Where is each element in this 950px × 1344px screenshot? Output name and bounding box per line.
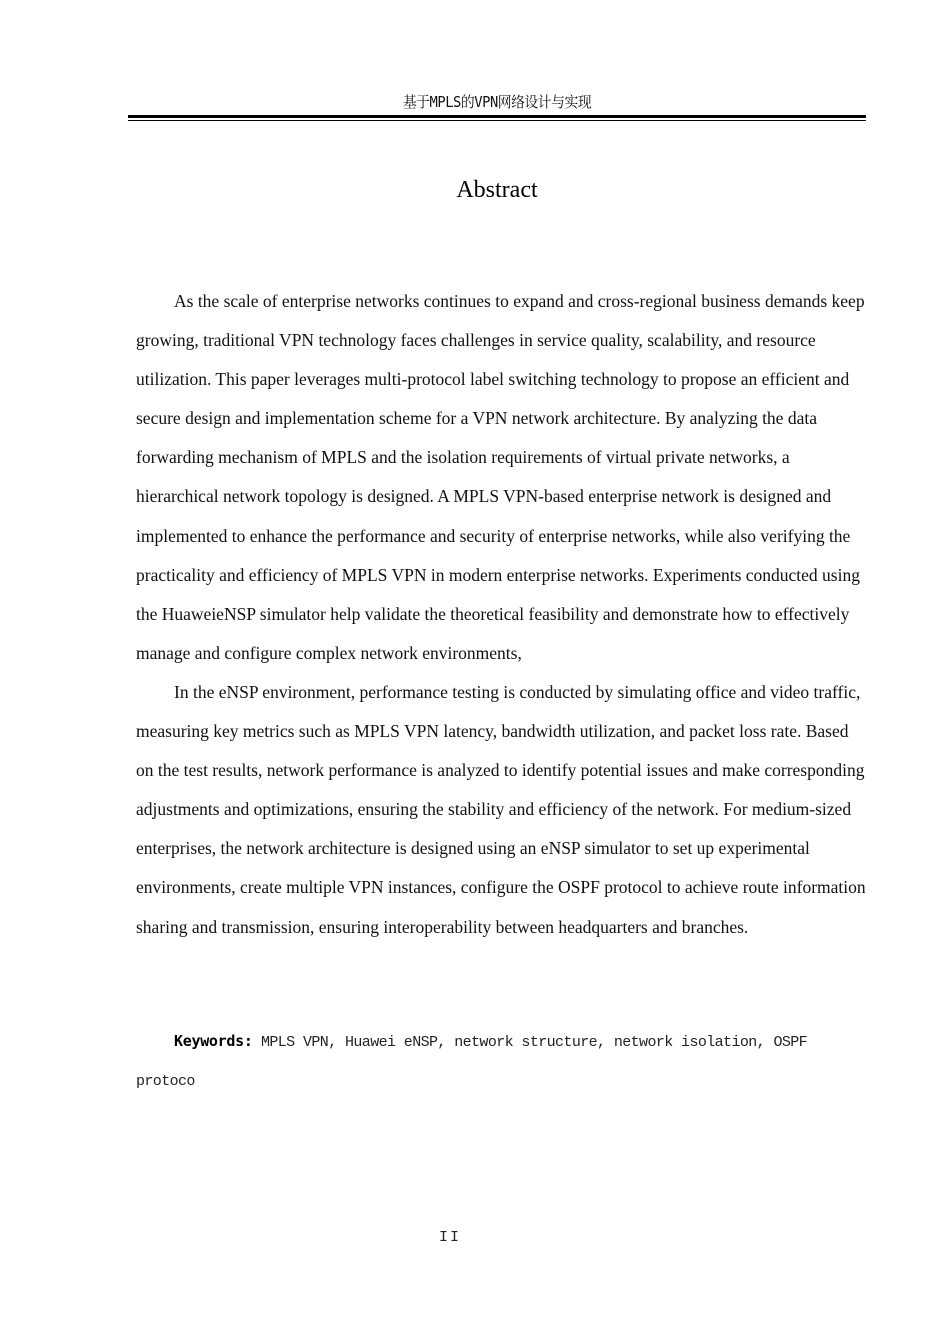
- abstract-paragraph-1: As the scale of enterprise networks continues to expand and cross-regional business demands keep growing, traditional VPN technology faces challenges in service quality, scalability, and resource utilization. This paper leverages multi-protocol label switching technology to propose an efficient and secure design and implementation scheme for a VPN network architecture. By analyzing the data forwarding mechanism of MPLS and the isolation requirements of virtual private networks, a hierarchical network topology is designed. A MPLS VPN-based enterprise network is designed and implemented to enhance the performance and security of enterprise networks, while also verifying the practicality and efficiency of MPLS VPN in modern enterprise networks. Experiments conducted using the HuaweieNSP simulator help validate the theoretical feasibility and demonstrate how to effectively manage and configure complex network environments,: [136, 291, 865, 663]
- header-double-rule: [128, 115, 866, 121]
- keywords-label: Keywords:: [174, 1032, 253, 1050]
- running-header: 基于MPLS的VPN网络设计与实现: [402, 93, 592, 111]
- abstract-paragraph-2: In the eNSP environment, performance testing is conducted by simulating office and video traffic, measuring key metrics such as MPLS VPN latency, bandwidth utilization, and packet loss rate. Based on the test results, network performance is analyzed to identify potential issues and make corresponding adjustments and optimizations, ensuring the stability and efficiency of the network. For medium-sized enterprises, the network architecture is designed using an eNSP simulator to set up experimental environments, create multiple VPN instances, configure the OSPF protocol to achieve route information sharing and transmission, ensuring interoperability between headquarters and branches.: [136, 681, 866, 937]
- keywords-text: MPLS VPN, Huawei eNSP, network structure, network isolation, OSPF protoco: [136, 1034, 808, 1090]
- header-rule-thick: [128, 115, 866, 118]
- page-number: II: [438, 1229, 461, 1246]
- keywords-line: [136, 1022, 856, 1101]
- header-rule-thin: [128, 120, 866, 121]
- abstract-title: Abstract: [456, 177, 538, 203]
- abstract-body: [136, 282, 866, 947]
